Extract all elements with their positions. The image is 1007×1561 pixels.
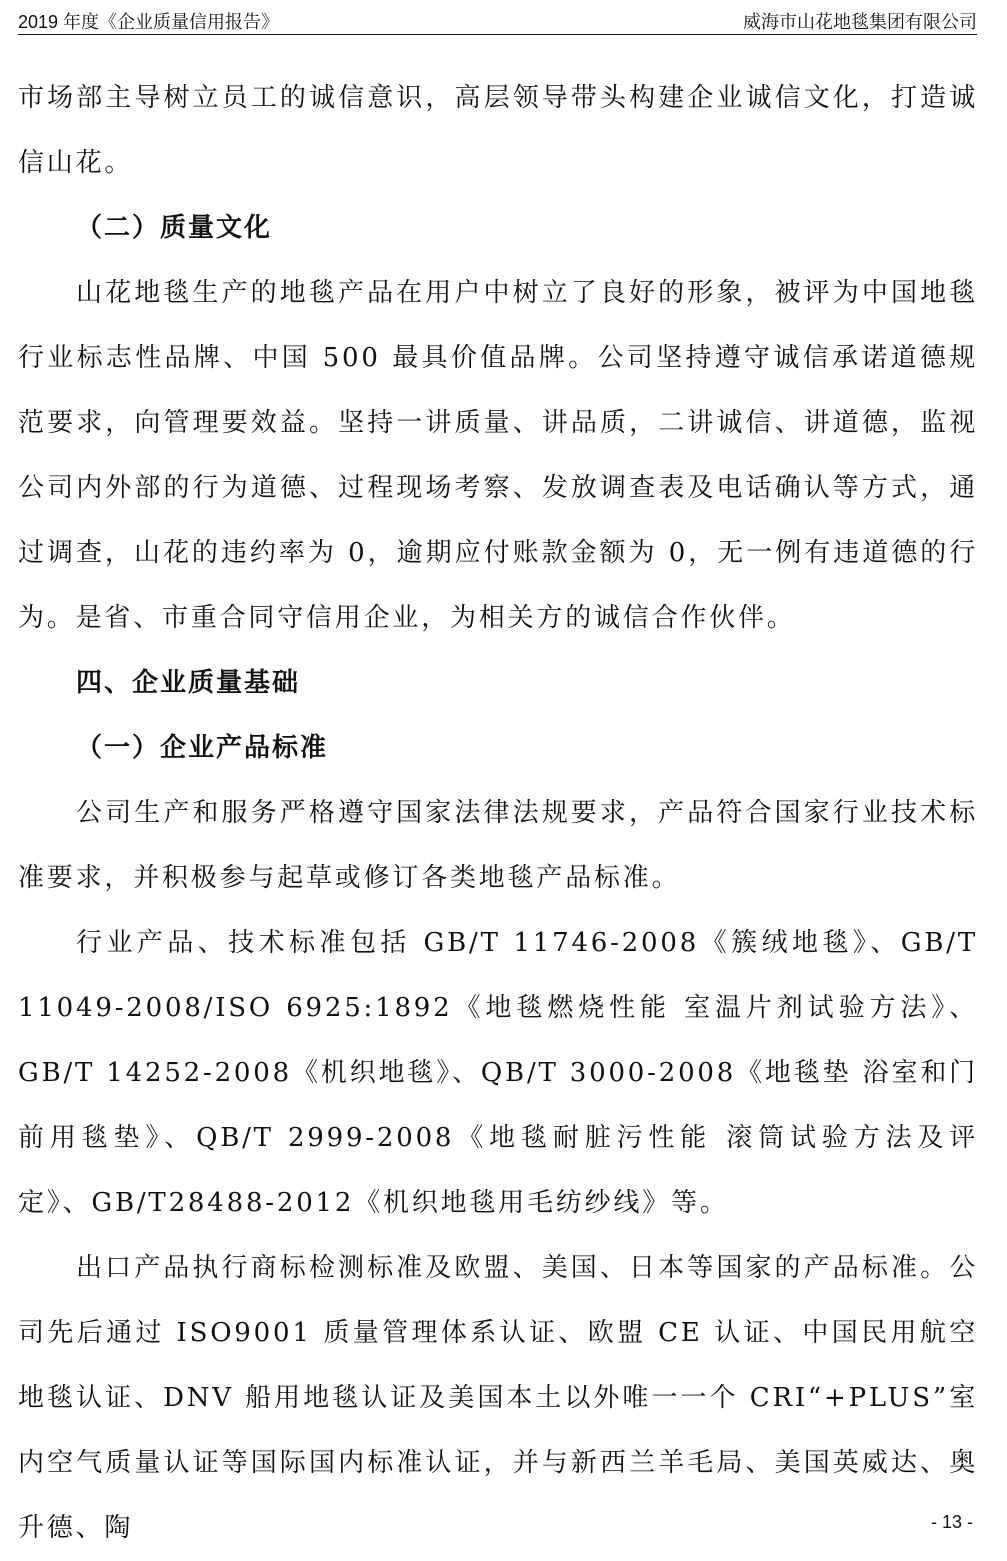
page-number: - 13 -: [930, 1512, 973, 1532]
paragraph-quality-culture: 山花地毯生产的地毯产品在用户中树立了良好的形象，被评为中国地毯行业标志性品牌、中国 500 最具价值品牌。公司坚持遵守诚信承诺道德规范要求，向管理要效益。坚持一讲质量、讲品质，二讲诚信、讲道德，监视公司内外部的行为道德、过程现场考察、发放调查表及电话确认等方式，通过调查，山花的违约率为 0，逾期应付账款金额为 0，无一例有违道德的行为。是省、市重合同守信用企业，为相关方的诚信合作伙伴。: [18, 278, 978, 633]
paragraph-industry-standards: 行业产品、技术标准包括 GB/T 11746-2008《簇绒地毯》、GB/T 11049-2008/ISO 6925:1892《地毯燃烧性能 室温片剂试验方法》、GB/T 14252-2008《机织地毯》、QB/T 3000-2008《地毯垫 浴室和门前用毯垫》、QB/T 2999-2008《地毯耐脏污性能 滚筒试验方法及评定》、GB/T28488-2012《机织地毯用毛纺纱线》等。: [18, 928, 978, 1218]
paragraph-standards-compliance: 公司生产和服务严格遵守国家法律法规要求，产品符合国家行业技术标准要求，并积极参与起草或修订各类地毯产品标准。: [18, 798, 978, 893]
heading-quality-culture: （二）质量文化: [76, 213, 273, 243]
heading-quality-foundation: 四、企业质量基础: [76, 668, 301, 698]
body-text: [18, 66, 978, 1561]
paragraph-integrity-awareness: 市场部主导树立员工的诚信意识，高层领导带头构建企业诚信文化，打造诚信山花。: [18, 83, 978, 178]
header-company-name: 威海市山花地毯集团有限公司: [743, 12, 977, 32]
paragraph-export-certifications: 出口产品执行商标检测标准及欧盟、美国、日本等国家的产品标准。公司先后通过 ISO9001 质量管理体系认证、欧盟 CE 认证、中国民用航空地毯认证、DNV 船用地毯认证及美国本土以外唯一一个 CRI“+PLUS”室内空气质量认证等国际国内标准认证，并与新西兰羊毛局、美国英威达、奥升德、陶: [18, 1253, 978, 1543]
page-header: [18, 4, 977, 35]
header-report-title: 2019 年度《企业质量信用报告》: [18, 12, 280, 32]
heading-product-standards: （一）企业产品标准: [76, 733, 329, 763]
